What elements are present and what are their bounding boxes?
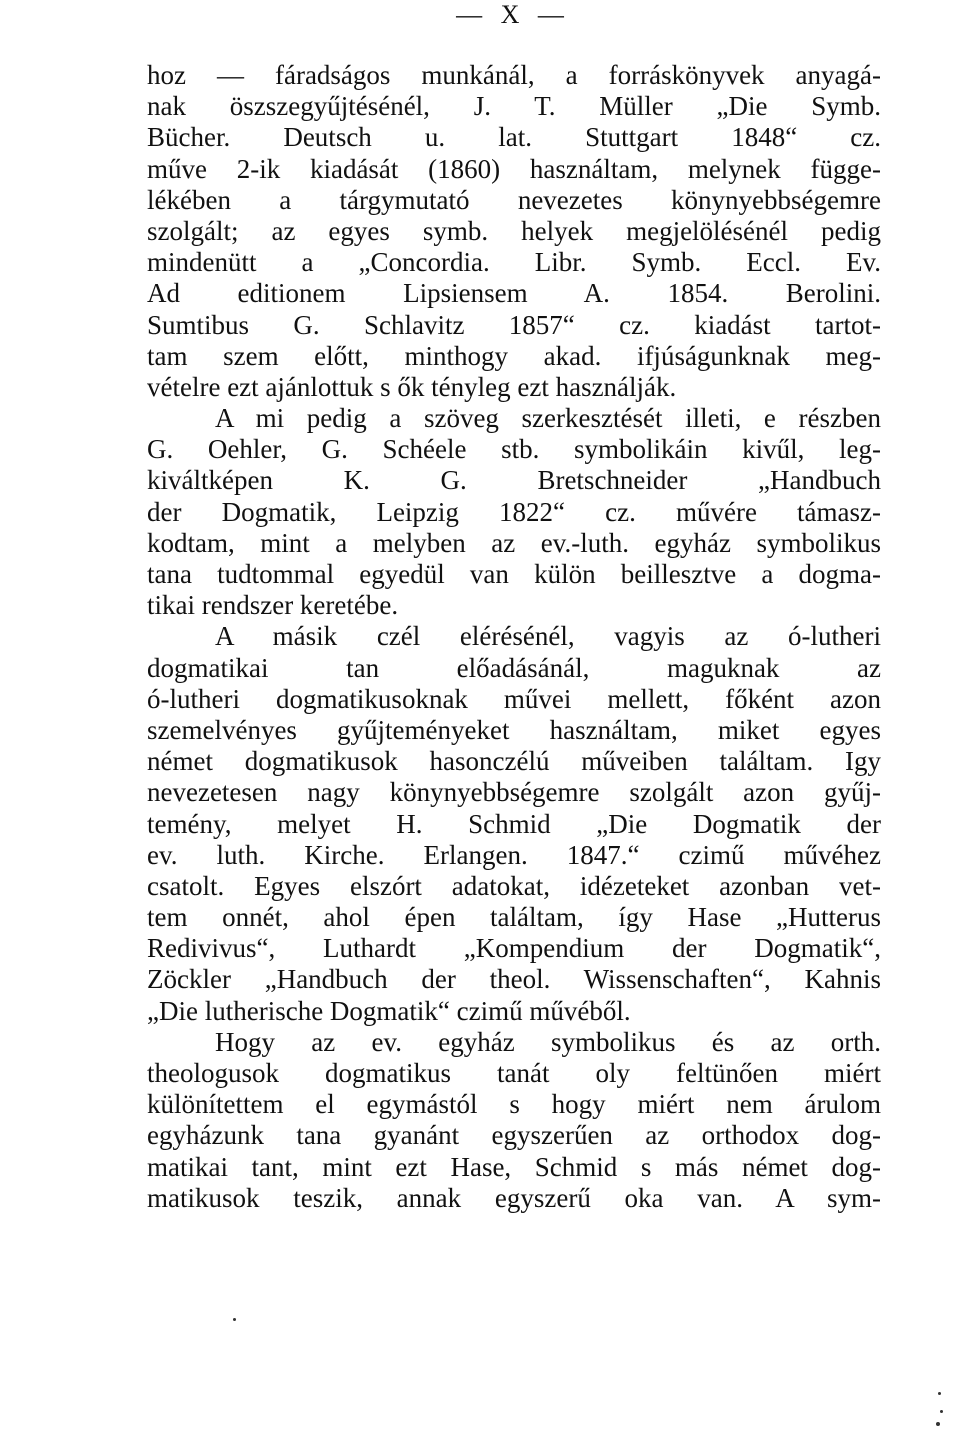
scan-speck [938,1392,941,1395]
text-line: Bücher. Deutsch u. lat. Stuttgart 1848“ cz. [147,122,881,153]
text-line: szemelvényes gyűjteményeket használtam, miket egyes [147,714,881,745]
body-text [147,60,881,1214]
text-line: kiváltképen K. G. Bretschneider „Handbuch [147,465,881,496]
text-line: tikai rendszer keretébe. [147,590,399,621]
text-line: G. Oehler, G. Schéele stb. symbolikáin kivűl, leg- [147,434,881,465]
text-line: tam szem előtt, minthogy akad. ifjúságunknak meg- [147,340,881,371]
text-line: csatolt. Egyes elszórt adatokat, idézeteket azonban vet- [147,870,881,901]
text-line: egyházunk tana gyanánt egyszerűen az orthodox dog- [147,1120,881,1151]
page-number: — X — [456,0,570,29]
text-line: „Die lutherische Dogmatik“ czimű művéből. [147,995,631,1026]
scan-speck [233,1318,236,1321]
text-line: szolgált; az egyes symb. helyek megjelölésénél pedig [147,215,881,246]
text-line: kodtam, mint a melyben az ev.-luth. egyház symbolikus [147,527,881,558]
text-line: különítettem el egymástól s hogy miért nem árulom [147,1089,881,1120]
text-line: ev. luth. Kirche. Erlangen. 1847.“ czimű művéhez [147,839,881,870]
text-line: német dogmatikusok hasonczélú műveiben találtam. Igy [147,746,881,777]
text-line: A másik czél elérésénél, vagyis az ó-lutheri [215,621,881,652]
text-line: dogmatikai tan előadásánál, maguknak az [147,652,881,683]
text-line: Ad editionem Lipsiensem A. 1854. Berolini. [147,278,881,309]
text-line: tana tudtommal egyedül van külön beillesztve a dogma- [147,559,881,589]
scan-speck [940,1410,943,1413]
text-line: matikai tant, mint ezt Hase, Schmid s más német dog- [147,1151,881,1182]
text-line: műve 2-ik kiadását (1860) használtam, melynek függe- [147,153,881,184]
text-line: tem onnét, ahol épen találtam, így Hase „Hutterus [147,902,881,933]
text-line: A mi pedig a szöveg szerkesztését illeti, e részben [215,403,881,434]
text-line: theologusok dogmatikus tanát oly feltünően miért [147,1058,881,1088]
text-line: hoz — fáradságos munkánál, a forráskönyvek anyagá- [147,60,881,90]
text-line: Zöckler „Handbuch der theol. Wissenschaften“, Kahnis [147,964,881,995]
scan-speck [936,1422,940,1426]
text-line: vételre ezt ajánlottuk s ők tényleg ezt használják. [147,371,677,402]
text-line: lékében a tárgymutató nevezetes könynyebbségemre [147,184,881,215]
text-line: temény, melyet H. Schmid „Die Dogmatik der [147,808,881,839]
text-line: mindenütt a „Concordia. Libr. Symb. Eccl. Ev. [147,247,881,278]
text-line: nevezetesen nagy könynyebbségemre szolgált azon gyűj- [147,777,881,808]
text-line: Hogy az ev. egyház symbolikus és az orth. [215,1026,881,1057]
text-line: matikusok teszik, annak egyszerű oka van. A sym- [147,1182,881,1213]
text-line: Sumtibus G. Schlavitz 1857“ cz. kiadást tartot- [147,309,881,340]
text-line: nak öszszegyűjtésénél, J. T. Müller „Die Symb. [147,91,881,122]
text-line: ó-lutheri dogmatikusoknak művei mellett, főként azon [147,683,881,714]
text-line: der Dogmatik, Leipzig 1822“ cz. művére támasz- [147,496,881,527]
text-line: Redivivus“, Luthardt „Kompendium der Dogmatik“, [147,933,881,964]
